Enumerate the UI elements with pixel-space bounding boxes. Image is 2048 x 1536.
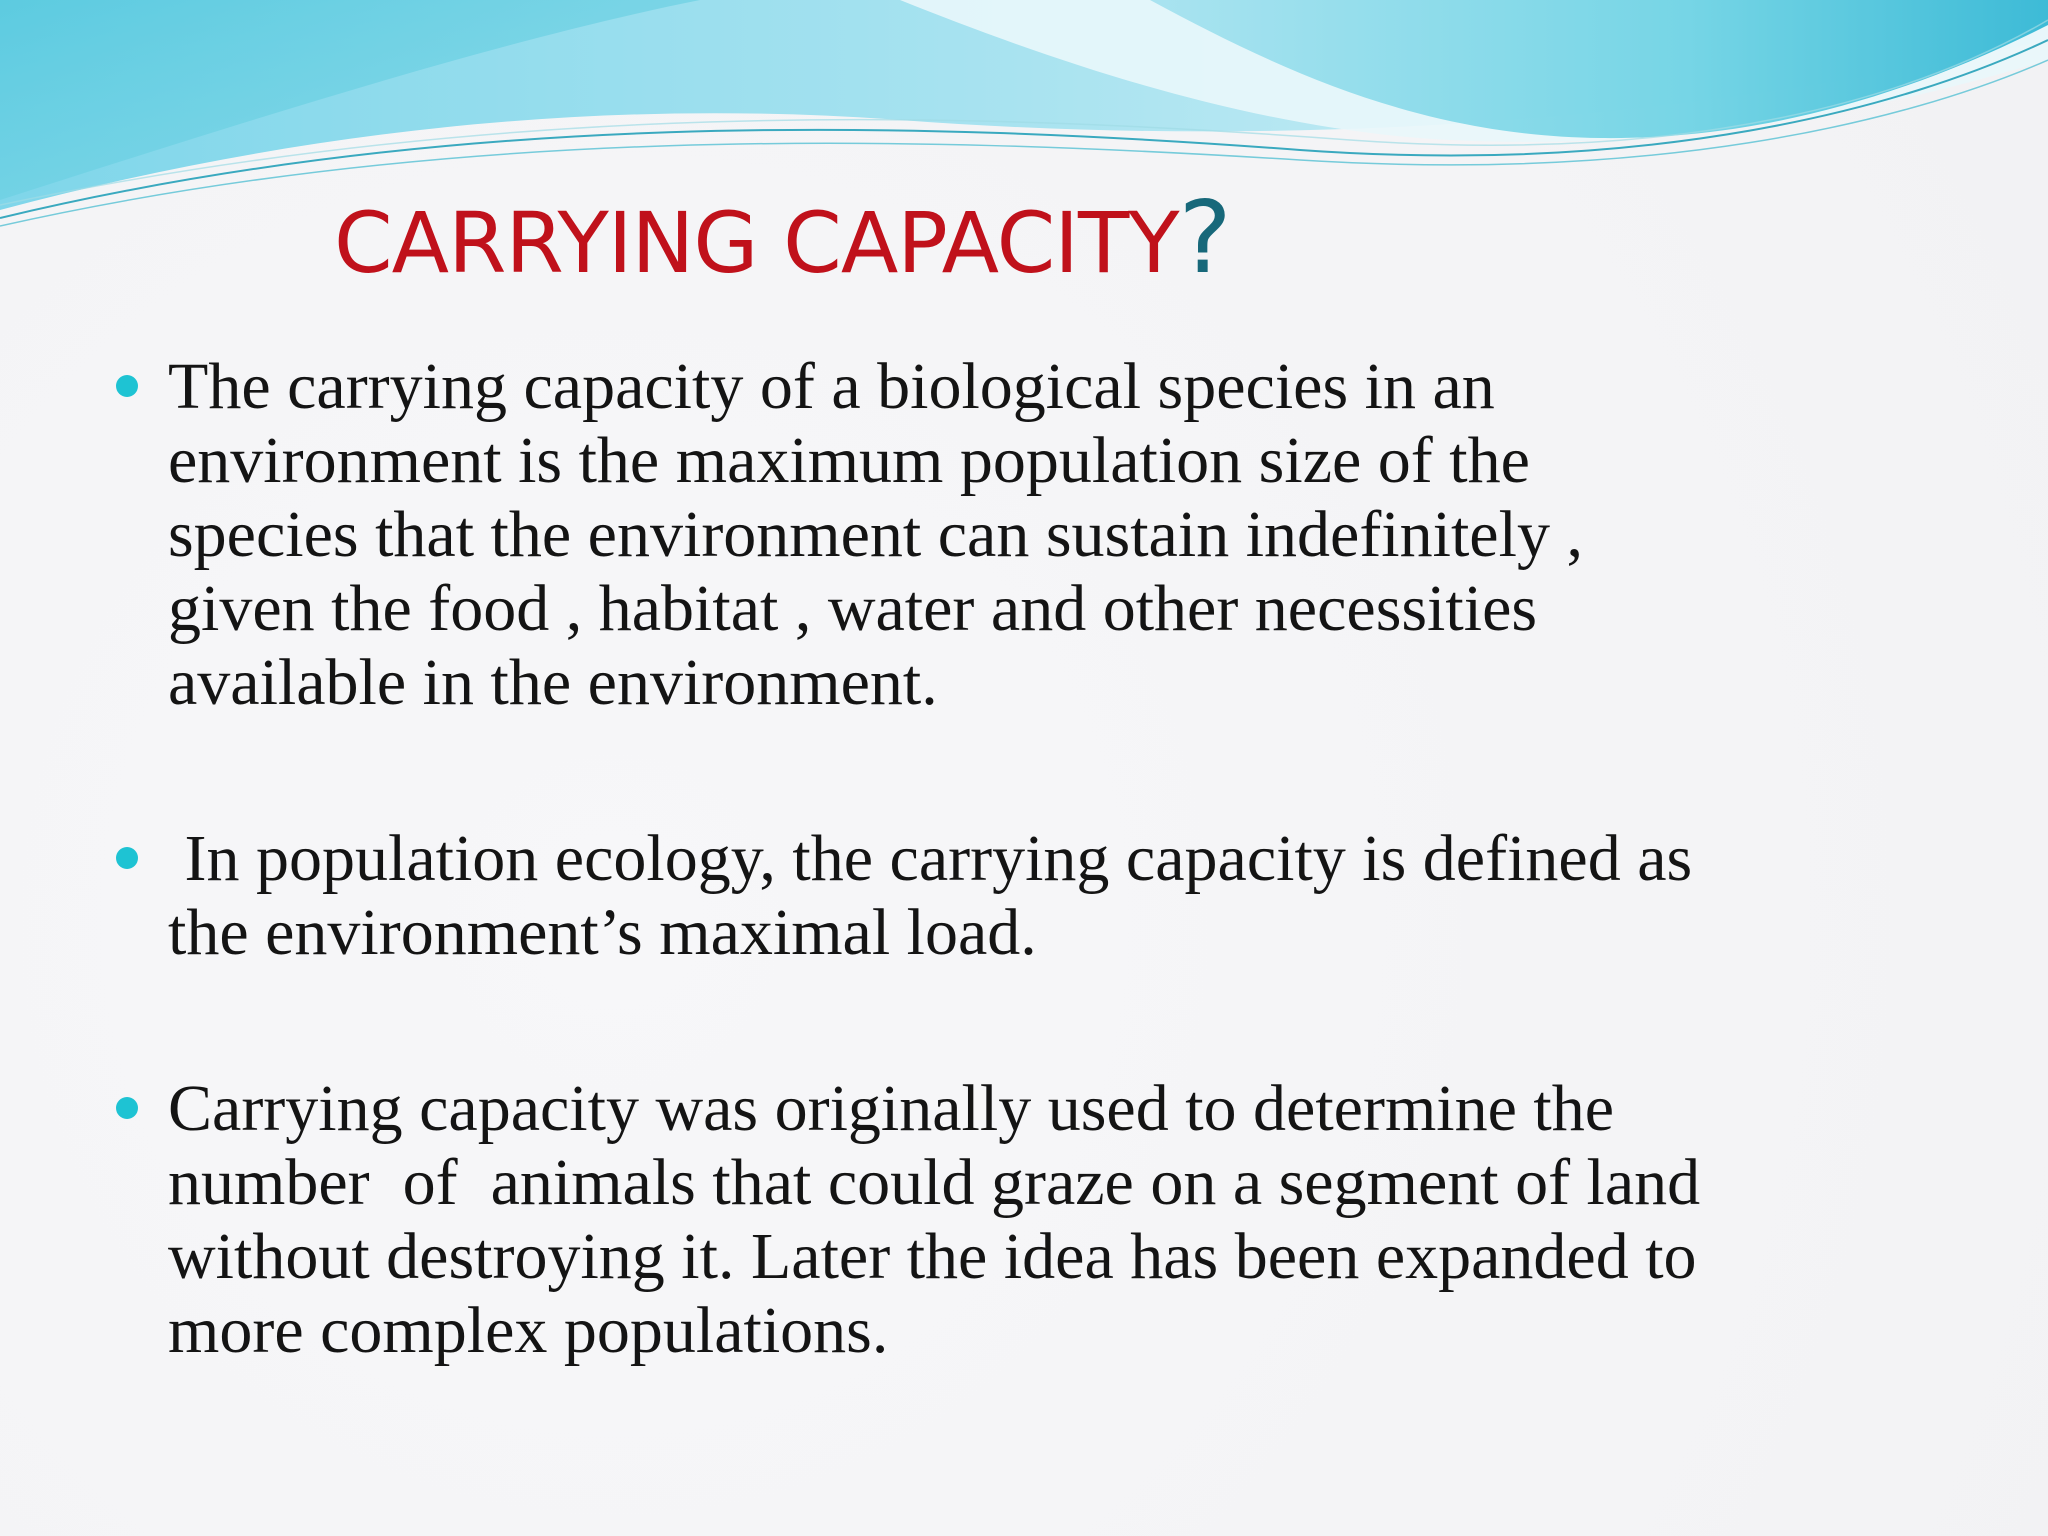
bullet-1-line-5: available in the environment.: [168, 646, 938, 719]
bullet-3-line-1: Carrying capacity was originally used to determine the: [168, 1072, 1615, 1145]
slide-title: [334, 178, 1231, 298]
bullet-dot-icon: [116, 375, 138, 397]
slide-title-question-mark: ?: [1178, 179, 1231, 296]
bullet-3-line-3: without destroying it. Later the idea has been expanded to: [168, 1220, 1697, 1293]
bullet-3-line-4: more complex populations.: [168, 1294, 889, 1367]
slide-title-text: CARRYING CAPACITY: [334, 194, 1179, 292]
bullet-list: [110, 350, 2010, 1368]
bullet-1-line-4: given the food , habitat , water and other necessities: [168, 572, 1538, 645]
bullet-item-2: [110, 822, 2010, 970]
bullet-item-3: [110, 1072, 2010, 1368]
bullet-item-1: [110, 350, 2010, 720]
bullet-2-line-1: In population ecology, the carrying capacity is defined as: [168, 822, 1693, 895]
bullet-2-line-2: the environment’s maximal load.: [168, 896, 1037, 969]
bullet-1-line-2: environment is the maximum population size of the: [168, 424, 1530, 497]
bullet-dot-icon: [116, 847, 138, 869]
bullet-dot-icon: [116, 1097, 138, 1119]
bullet-1-line-1: The carrying capacity of a biological species in an: [168, 350, 1495, 423]
bullet-3-line-2: number of animals that could graze on a segment of land: [168, 1146, 1701, 1219]
bullet-1-line-3: species that the environment can sustain indefinitely ,: [168, 498, 1583, 571]
